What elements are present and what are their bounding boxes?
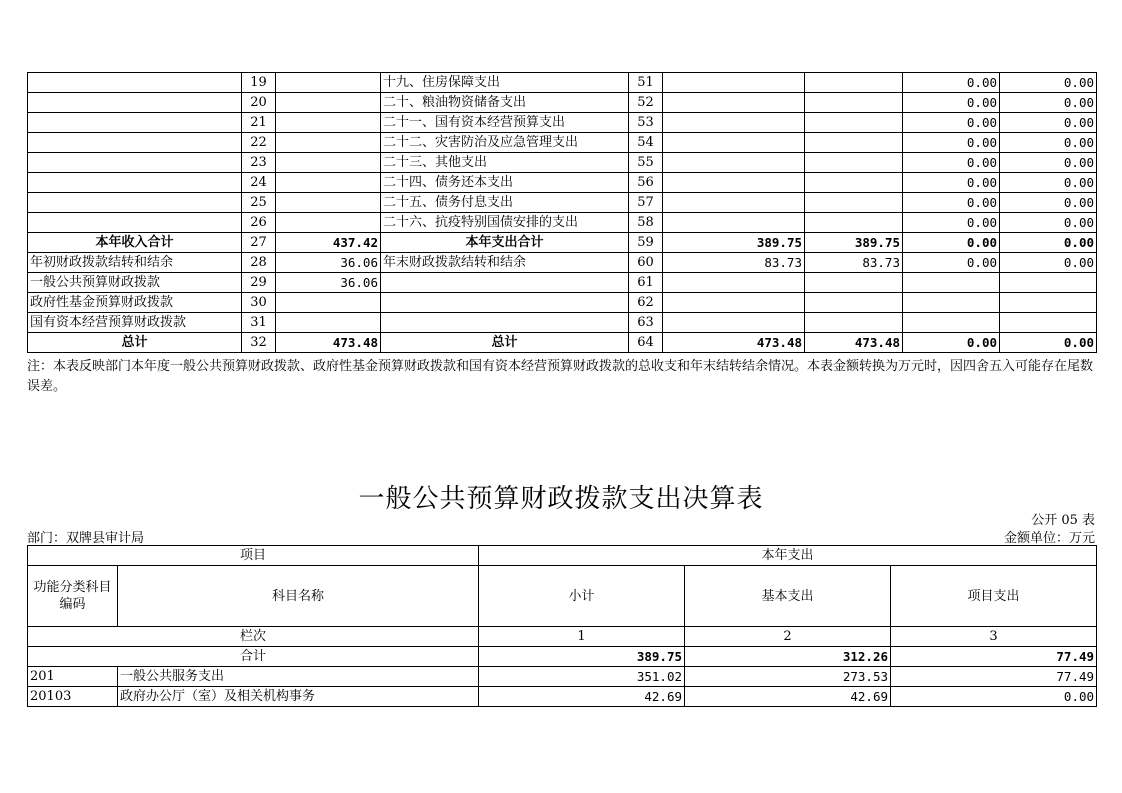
income-amount xyxy=(276,313,381,333)
general-budget-amount xyxy=(805,273,903,293)
income-line-number: 28 xyxy=(242,253,276,273)
gov-fund-amount: 0.00 xyxy=(903,133,1000,153)
income-line-number: 22 xyxy=(242,133,276,153)
expenditure-line-number: 60 xyxy=(629,253,663,273)
income-amount: 36.06 xyxy=(276,273,381,293)
general-budget-amount xyxy=(805,113,903,133)
expenditure-total xyxy=(663,273,805,293)
expenditure-line-number: 52 xyxy=(629,93,663,113)
income-amount: 36.06 xyxy=(276,253,381,273)
income-item xyxy=(28,173,242,193)
gov-fund-amount: 0.00 xyxy=(903,233,1000,253)
state-capital-amount: 0.00 xyxy=(1000,133,1097,153)
gov-fund-amount xyxy=(903,293,1000,313)
table-row xyxy=(28,273,1097,293)
expenditure-line-number: 54 xyxy=(629,133,663,153)
expenditure-total xyxy=(663,313,805,333)
income-amount: 437.42 xyxy=(276,233,381,253)
expenditure-item: 二十五、债务付息支出 xyxy=(381,193,629,213)
table-row xyxy=(28,313,1097,333)
expenditure-item: 二十四、债务还本支出 xyxy=(381,173,629,193)
state-capital-amount: 0.00 xyxy=(1000,153,1097,173)
expenditure-total: 389.75 xyxy=(663,233,805,253)
gov-fund-amount: 0.00 xyxy=(903,193,1000,213)
header-function-code: 功能分类科目编码 xyxy=(28,566,118,627)
header-basic-expenditure: 基本支出 xyxy=(685,566,891,627)
income-amount xyxy=(276,93,381,113)
income-item: 本年收入合计 xyxy=(28,233,242,253)
state-capital-amount: 0.00 xyxy=(1000,113,1097,133)
state-capital-amount: 0.00 xyxy=(1000,93,1097,113)
general-budget-amount xyxy=(805,73,903,93)
income-line-number: 32 xyxy=(242,333,276,353)
table-row xyxy=(28,253,1097,273)
table-row xyxy=(28,687,1097,707)
gov-fund-amount: 0.00 xyxy=(903,173,1000,193)
income-amount xyxy=(276,293,381,313)
gov-fund-amount: 0.00 xyxy=(903,113,1000,133)
expenditure-item: 二十六、抗疫特别国债安排的支出 xyxy=(381,213,629,233)
subject-code: 201 xyxy=(28,667,118,687)
basic-value: 42.69 xyxy=(685,687,891,707)
expenditure-total xyxy=(663,213,805,233)
expenditure-total xyxy=(663,153,805,173)
income-line-number: 27 xyxy=(242,233,276,253)
expenditure-item: 本年支出合计 xyxy=(381,233,629,253)
general-budget-amount xyxy=(805,193,903,213)
expenditure-total xyxy=(663,93,805,113)
expenditure-line-number: 55 xyxy=(629,153,663,173)
income-item xyxy=(28,113,242,133)
expenditure-item xyxy=(381,313,629,333)
general-budget-amount: 389.75 xyxy=(805,233,903,253)
general-budget-amount xyxy=(805,133,903,153)
income-amount xyxy=(276,193,381,213)
income-item xyxy=(28,153,242,173)
project-value: 0.00 xyxy=(891,687,1097,707)
general-budget-amount xyxy=(805,293,903,313)
expenditure-item: 二十、粮油物资储备支出 xyxy=(381,93,629,113)
income-amount xyxy=(276,213,381,233)
expenditure-item: 二十二、灾害防治及应急管理支出 xyxy=(381,133,629,153)
gov-fund-amount: 0.00 xyxy=(903,213,1000,233)
expenditure-item: 二十一、国有资本经营预算支出 xyxy=(381,113,629,133)
income-amount xyxy=(276,153,381,173)
table-row xyxy=(28,173,1097,193)
income-amount: 473.48 xyxy=(276,333,381,353)
project-value: 77.49 xyxy=(891,667,1097,687)
expenditure-total xyxy=(663,193,805,213)
state-capital-amount: 0.00 xyxy=(1000,233,1097,253)
expenditure-line-number: 62 xyxy=(629,293,663,313)
state-capital-amount: 0.00 xyxy=(1000,333,1097,353)
expenditure-total: 83.73 xyxy=(663,253,805,273)
table-row xyxy=(28,133,1097,153)
header-project-expenditure: 项目支出 xyxy=(891,566,1097,627)
expenditure-line-number: 53 xyxy=(629,113,663,133)
gov-fund-amount: 0.00 xyxy=(903,73,1000,93)
expenditure-line-number: 61 xyxy=(629,273,663,293)
header-current-expenditure: 本年支出 xyxy=(479,546,1097,566)
gov-fund-amount xyxy=(903,273,1000,293)
income-expenditure-table xyxy=(27,72,1097,353)
expenditure-item: 总计 xyxy=(381,333,629,353)
state-capital-amount xyxy=(1000,313,1097,333)
expenditure-item: 十九、住房保障支出 xyxy=(381,73,629,93)
gov-fund-amount: 0.00 xyxy=(903,93,1000,113)
header-project: 项目 xyxy=(28,546,479,566)
income-item xyxy=(28,93,242,113)
income-item xyxy=(28,193,242,213)
income-amount xyxy=(276,133,381,153)
general-budget-amount: 83.73 xyxy=(805,253,903,273)
general-budget-amount xyxy=(805,153,903,173)
income-line-number: 24 xyxy=(242,173,276,193)
table-row xyxy=(28,233,1097,253)
table-row xyxy=(28,667,1097,687)
subtotal-value: 42.69 xyxy=(479,687,685,707)
gov-fund-amount: 0.00 xyxy=(903,253,1000,273)
expenditure-line-number: 59 xyxy=(629,233,663,253)
expenditure-total xyxy=(663,113,805,133)
income-line-number: 23 xyxy=(242,153,276,173)
income-line-number: 31 xyxy=(242,313,276,333)
department-label: 部门：双牌县审计局 xyxy=(27,531,145,546)
income-expenditure-table-body xyxy=(28,73,1097,353)
income-line-number: 30 xyxy=(242,293,276,313)
gov-fund-amount: 0.00 xyxy=(903,333,1000,353)
total-label: 合计 xyxy=(28,647,479,667)
expenditure-total xyxy=(663,133,805,153)
income-amount xyxy=(276,113,381,133)
column-index-2: 2 xyxy=(685,627,891,647)
column-index-1: 1 xyxy=(479,627,685,647)
income-item xyxy=(28,73,242,93)
expenditure-total xyxy=(663,173,805,193)
general-budget-amount xyxy=(805,213,903,233)
income-line-number: 19 xyxy=(242,73,276,93)
table-row xyxy=(28,73,1097,93)
general-budget-amount xyxy=(805,93,903,113)
state-capital-amount: 0.00 xyxy=(1000,213,1097,233)
subject-name: 政府办公厅（室）及相关机构事务 xyxy=(118,687,479,707)
expenditure-item xyxy=(381,273,629,293)
income-item: 总计 xyxy=(28,333,242,353)
income-item: 政府性基金预算财政拨款 xyxy=(28,293,242,313)
table-row xyxy=(28,293,1097,313)
table-row xyxy=(28,193,1097,213)
expenditure-line-number: 51 xyxy=(629,73,663,93)
income-item xyxy=(28,213,242,233)
form-number: 公开 05 表 xyxy=(1031,513,1095,528)
table-row xyxy=(28,333,1097,353)
income-line-number: 26 xyxy=(242,213,276,233)
expenditure-line-number: 57 xyxy=(629,193,663,213)
expenditure-table xyxy=(27,545,1097,707)
state-capital-amount xyxy=(1000,273,1097,293)
expenditure-total xyxy=(663,73,805,93)
income-item: 一般公共预算财政拨款 xyxy=(28,273,242,293)
subject-name: 一般公共服务支出 xyxy=(118,667,479,687)
table-note: 注：本表反映部门本年度一般公共预算财政拨款、政府性基金预算财政拨款和国有资本经营预算财政拨款的总收支和年末结转结余情况。本表金额转换为万元时，因四舍五入可能存在尾数误差。 xyxy=(27,359,1094,394)
gov-fund-amount: 0.00 xyxy=(903,153,1000,173)
column-index-3: 3 xyxy=(891,627,1097,647)
header-subject-name: 科目名称 xyxy=(118,566,479,627)
income-item xyxy=(28,133,242,153)
page-title: 一般公共预算财政拨款支出决算表 xyxy=(358,484,764,514)
total-subtotal: 389.75 xyxy=(479,647,685,667)
expenditure-item: 二十三、其他支出 xyxy=(381,153,629,173)
expenditure-line-number: 56 xyxy=(629,173,663,193)
table-row xyxy=(28,213,1097,233)
state-capital-amount: 0.00 xyxy=(1000,173,1097,193)
state-capital-amount: 0.00 xyxy=(1000,253,1097,273)
table-row xyxy=(28,153,1097,173)
income-amount xyxy=(276,173,381,193)
expenditure-item xyxy=(381,293,629,313)
column-index-label: 栏次 xyxy=(28,627,479,647)
income-line-number: 29 xyxy=(242,273,276,293)
total-basic: 312.26 xyxy=(685,647,891,667)
amount-unit-label: 金额单位：万元 xyxy=(1003,531,1095,546)
basic-value: 273.53 xyxy=(685,667,891,687)
expenditure-total: 473.48 xyxy=(663,333,805,353)
expenditure-line-number: 58 xyxy=(629,213,663,233)
income-line-number: 20 xyxy=(242,93,276,113)
table-row xyxy=(28,113,1097,133)
income-amount xyxy=(276,73,381,93)
income-item: 国有资本经营预算财政拨款 xyxy=(28,313,242,333)
expenditure-item: 年末财政拨款结转和结余 xyxy=(381,253,629,273)
expenditure-line-number: 63 xyxy=(629,313,663,333)
income-item: 年初财政拨款结转和结余 xyxy=(28,253,242,273)
state-capital-amount: 0.00 xyxy=(1000,193,1097,213)
table-row xyxy=(28,93,1097,113)
income-line-number: 25 xyxy=(242,193,276,213)
expenditure-total xyxy=(663,293,805,313)
gov-fund-amount xyxy=(903,313,1000,333)
general-budget-amount xyxy=(805,173,903,193)
state-capital-amount xyxy=(1000,293,1097,313)
general-budget-amount: 473.48 xyxy=(805,333,903,353)
income-line-number: 21 xyxy=(242,113,276,133)
subtotal-value: 351.02 xyxy=(479,667,685,687)
subject-code: 20103 xyxy=(28,687,118,707)
state-capital-amount: 0.00 xyxy=(1000,73,1097,93)
header-subtotal: 小计 xyxy=(479,566,685,627)
general-budget-amount xyxy=(805,313,903,333)
expenditure-line-number: 64 xyxy=(629,333,663,353)
total-project: 77.49 xyxy=(891,647,1097,667)
